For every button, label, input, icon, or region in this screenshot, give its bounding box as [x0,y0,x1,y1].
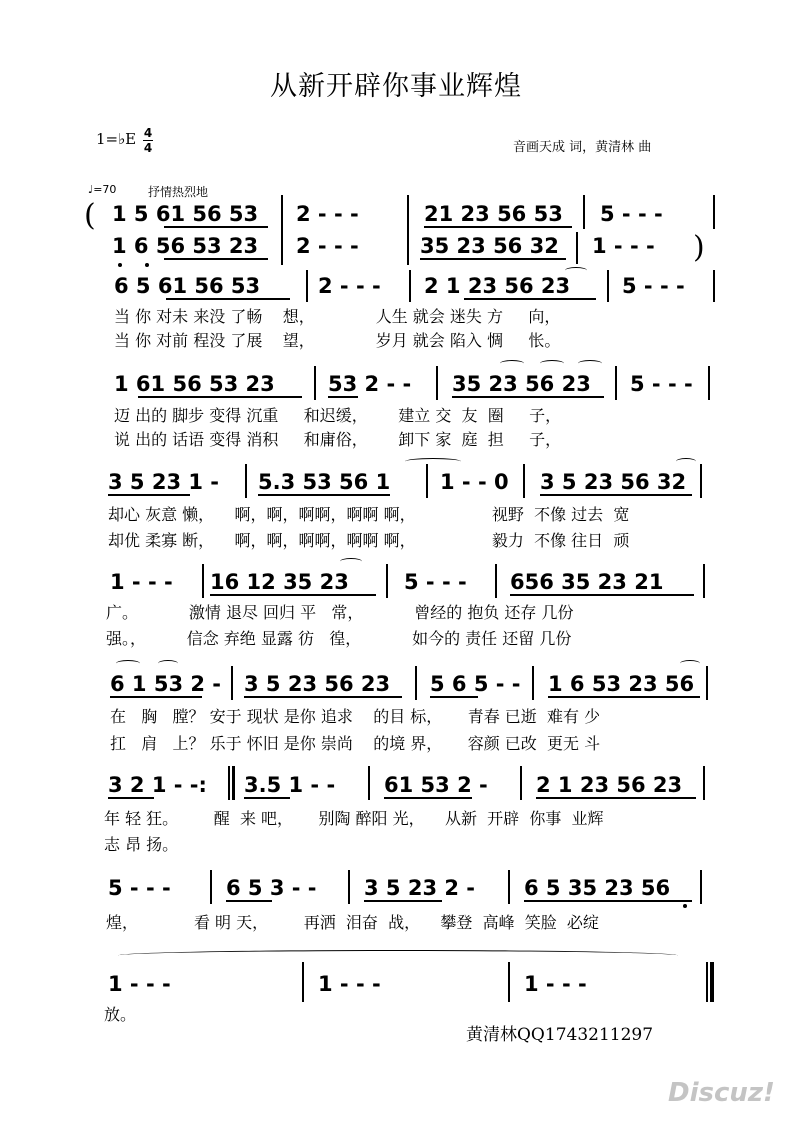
lyrics-row3-v1: 迈 出的 脚步 变得 沉重 和迟缓， 建立 交 友 圈 子， [114,406,562,425]
octave-dot [118,263,122,267]
tempo-mark: ♩=70 [88,183,117,196]
octave-dot [145,263,149,267]
beam [210,594,376,596]
beam [420,258,566,260]
notes-row5-m1: 1 - - - [110,570,173,594]
lyrics-row6-v2: 扛 肩 上？ 乐于 怀旧 是你 崇尚 的境 界， 容颜 已改 更无 斗 [110,734,601,753]
repeat-barline [232,766,235,800]
lyrics-row2-v1: 当 你 对未 来没 了畅 想， 人生 就会 迷失 方 向， [114,307,561,326]
expression-mark: 抒情热烈地 [148,185,209,199]
notes-row3-m1: 1 61 56 53 23 [114,372,275,396]
slur [676,458,696,465]
octave-dot [683,904,687,908]
notes-row5-m2: 16 12 35 23 [210,570,349,594]
barline [576,232,578,264]
barline [495,564,497,598]
notes-row7-m4: 2 1 23 56 23 [536,773,683,797]
slur [158,660,178,667]
barline [386,564,388,598]
notes-row9-m3: 1 - - - [524,972,587,996]
notes-row5-m4: 656 35 23 21 [510,570,664,594]
beam [244,797,290,799]
tie [405,458,461,465]
notes-row6-m2: 3 5 23 56 23 [244,672,391,696]
notes-row0-m3: 21 23 56 53 [424,202,563,226]
barline [409,270,411,302]
beam [108,494,190,496]
watermark: Discuz! [668,1078,775,1108]
lyrics-row5-v1: 广。 激情 退尽 回归 平 常， 曾经的 抱负 还存 几份 [106,603,574,622]
notes-row2-m3: 2 1 23 56 23 [424,274,571,298]
barline [703,564,705,598]
song-title: 从新开辟你事业辉煌 [270,71,522,102]
notes-row8-m4: 6 5 35 23 56 [524,876,671,900]
notes-row4-m4: 3 5 23 56 32 [540,470,687,494]
barline [508,870,510,904]
beam [226,900,272,902]
barline [508,962,510,1002]
beam [328,396,358,398]
notes-row9-m2: 1 - - - [318,972,381,996]
barline [202,564,204,598]
beam [548,696,700,698]
beam [244,696,402,698]
lyrics-row6-v1: 在 胸 膛？ 安于 现状 是你 追求 的目 标， 青春 已逝 难有 少 [110,707,601,726]
lyrics-row4-v2: 却优 柔寡 断， 啊，啊，啊啊，啊啊 啊， 毅力 不像 往日 顽 [108,531,630,550]
barline [302,962,304,1002]
slur [116,660,140,667]
notes-row2-m2: 2 - - - [318,274,381,298]
barline [407,195,409,265]
notes-row8-m2: 6 5 3 - - [226,876,317,900]
barline [583,195,585,229]
notes-row8-m3: 3 5 23 2 - [364,876,476,900]
barline [700,870,702,904]
beam [424,226,572,228]
beam [166,298,290,300]
notes-row3-m4: 5 - - - [630,372,693,396]
notes-row1-m3: 35 23 56 32 [420,234,559,258]
slur [578,360,602,367]
time-signature: 4 4 [143,126,153,155]
notes-row7-m3: 61 53 2 - [384,773,488,797]
notes-row4-m1: 3 5 23 1 - [108,470,220,494]
barline [281,195,283,265]
lyrics-row8-v1: 煌， 看 明 天， 再洒 泪奋 战， 攀登 高峰 笑脸 必绽 [106,913,599,932]
open-paren: ( [84,198,96,233]
beam [164,258,268,260]
notes-row1-m2: 2 - - - [296,234,359,258]
credits: 音画天成 词，黄清林 曲 [513,140,652,155]
barline [713,195,715,229]
barline [615,366,617,400]
notes-row6-m4: 1 6 53 23 56 [548,672,695,696]
beam [164,226,268,228]
beam [384,797,472,799]
notes-row0-m4: 5 - - - [600,202,663,226]
final-barline [706,962,708,1002]
barline [245,464,247,498]
notes-row6-m3: 5 6 5 - - [430,672,521,696]
barline [415,666,417,700]
beam [524,900,692,902]
notes-row0-m2: 2 - - - [296,202,359,226]
notes-row9-m1: 1 - - - [108,972,171,996]
final-barline-thick [710,962,714,1002]
barline [306,270,308,302]
lyrics-row2-v2: 当 你 对前 程没 了展 望， 岁月 就会 陷入 惆 怅。 [114,331,561,350]
beam [464,298,596,300]
barline [708,366,710,400]
notes-row1-m1: 1 6 56 53 23 [112,234,259,258]
notes-row6-m1: 6 1 53 2 - [110,672,222,696]
slur [540,360,564,367]
slur [340,558,362,565]
barline [703,766,705,800]
barline [426,464,428,498]
notes-row1-m4: 1 - - - [592,234,655,258]
beam [110,696,202,698]
barline [368,766,370,800]
notes-row3-m2: 53 2 - - [328,372,412,396]
beam [364,900,442,902]
notes-row3-m3: 35 23 56 23 [452,372,591,396]
slur [565,267,587,274]
notes-row4-m2: 5.3 53 56 1 [258,470,391,494]
barline [314,366,316,400]
barline [706,666,708,700]
key-signature: 1=♭E [96,130,137,148]
barline [523,464,525,498]
beam [536,797,696,799]
notes-row7-m2: 3.5 1 - - [244,773,336,797]
lyrics-row3-v2: 说 出的 话语 变得 消积 和庸俗， 卸下 家 庭 担 子， [114,430,562,449]
notes-row7-m1: 3 2 1 - -: [108,773,207,797]
lyrics-row9-v1: 放。 [104,1005,137,1024]
beam [452,396,604,398]
signature: 黄清林QQ1743211297 [466,1025,654,1045]
notes-row8-m1: 5 - - - [108,876,171,900]
lyrics-row7-v1: 年 轻 狂。 醒 来 吧， 别陶 醉阳 光， 从新 开辟 你事 业辉 [104,809,604,828]
barline [348,870,350,904]
notes-row2-m4: 5 - - - [622,274,685,298]
lyrics-row5-v2: 强。， 信念 弃绝 显露 彷 徨， 如今的 责任 还留 几份 [106,629,572,648]
barline [231,666,233,700]
barline [210,870,212,904]
notes-row2-m1: 6 5 61 56 53 [114,274,261,298]
slur [680,660,700,667]
beam [108,797,154,799]
lyrics-row7-v2: 志 昂 扬。 [104,835,179,854]
barline [532,666,534,700]
beam [258,494,390,496]
beam [540,494,692,496]
beam [430,696,478,698]
beam [510,594,694,596]
close-paren: ) [693,230,705,265]
barline [228,766,230,800]
barline [713,270,715,302]
barline [520,766,522,800]
barline [436,366,438,400]
lyrics-row4-v1: 却心 灰意 懒， 啊，啊，啊啊，啊啊 啊， 视野 不像 过去 宽 [108,505,630,524]
slur [500,360,524,367]
notes-row4-m3: 1 - - 0 [440,470,509,494]
notes-row0-m1: 1 5 61 56 53 [112,202,259,226]
barline [700,464,702,498]
notes-row5-m3: 5 - - - [404,570,467,594]
barline [607,270,609,302]
beam [138,396,302,398]
tie-long [118,950,678,961]
